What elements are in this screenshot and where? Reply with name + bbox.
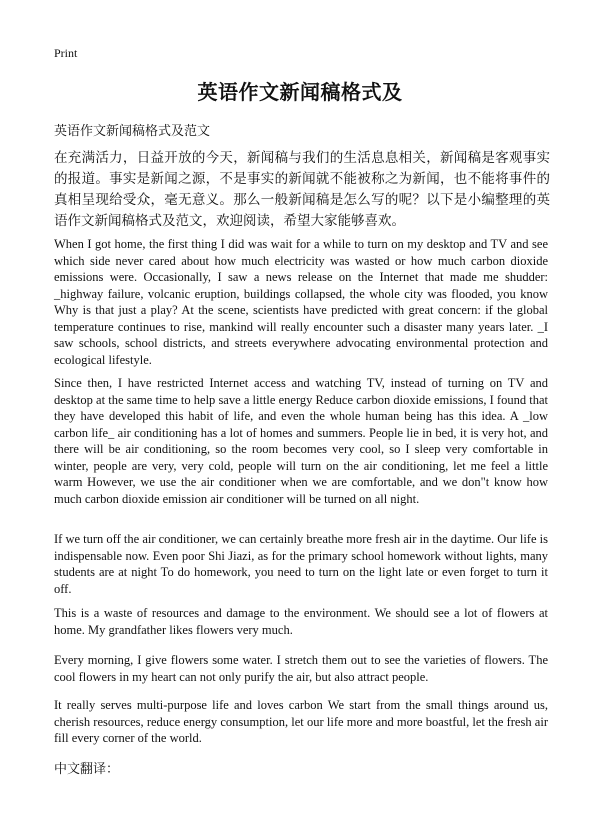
essay-paragraph-5: Every morning, I give flowers some water. I stretch them out to see the varieties of flowers. The cool flowers in my heart can not only purify the air, but also attract people. (54, 653, 548, 684)
print-link[interactable]: Print (54, 46, 78, 60)
essay-paragraph-3: If we turn off the air conditioner, we can certainly breathe more fresh air in the daytime. Our life is indispensable now. Even poor Shi Jiazi, as for the primary school homework without lights, many students are at night To do homework, you need to turn on the light late or even forget to turn it off. (54, 532, 548, 596)
document-subtitle: 英语作文新闻稿格式及范文 (54, 124, 211, 139)
intro-paragraph: 在充满活力，日益开放的今天，新闻稿与我们的生活息息相关，新闻稿是客观事实的报道。事实是新闻之源，不是事实的新闻就不能被称之为新闻，也不能将事件的真相呈现给受众，毫无意义。那么一般新闻稿是怎么写的呢？以下是小编整理的英语作文新闻稿格式及范文，欢迎阅读，希望大家能够喜欢。 (54, 150, 550, 229)
essay-paragraph-6: It really serves multi-purpose life and loves carbon We start from the small things around us, cherish resources, reduce energy consumption, let our life more and more boastful, let the fresh air fill every corner of the world. (54, 698, 548, 745)
page-title: 英语作文新闻稿格式及 (197, 80, 403, 104)
translation-heading: 中文翻译： (54, 762, 120, 777)
essay-paragraph-2: Since then, I have restricted Internet access and watching TV, instead of turning on TV and desktop at the same time to help save a little energy Reduce carbon dioxide emissions, I found that they have developed this habit of life, and even the whole human being has this idea. A _low carbon life_ air conditioning has a lot of homes and summers. People lie in bed, it is very hot, and there will be air conditioning, so the room becomes very cool, so I sleep very comfortable in winter, people are very, very cold, people will turn on the air conditioning, let me feel a little warm However, we use the air conditioner when we are comfortable, and we don"t know how much carbon dioxide emission air conditioner will be turned on all night. (54, 376, 548, 506)
essay-paragraph-4: This is a waste of resources and damage to the environment. We should see a lot of flowers at home. My grandfather likes flowers very much. (54, 606, 548, 637)
essay-paragraph-1: When I got home, the first thing I did was wait for a while to turn on my desktop and TV and see which side never cared about how much electricity was wasted or how much carbon dioxide emissions were. Occasionally, I saw a news release on the Internet that made me shudder: _highway failure, volcanic eruption, buildings collapsed, the whole city was flooded, you know Why is that just a play? At the scene, scientists have predicted with great concern: if the global temperature continues to rise, mankind will really encounter such a disaster many years later. _I saw schools, school districts, and streets everywhere advocating environmental protection and ecological lifestyle. (54, 237, 548, 367)
